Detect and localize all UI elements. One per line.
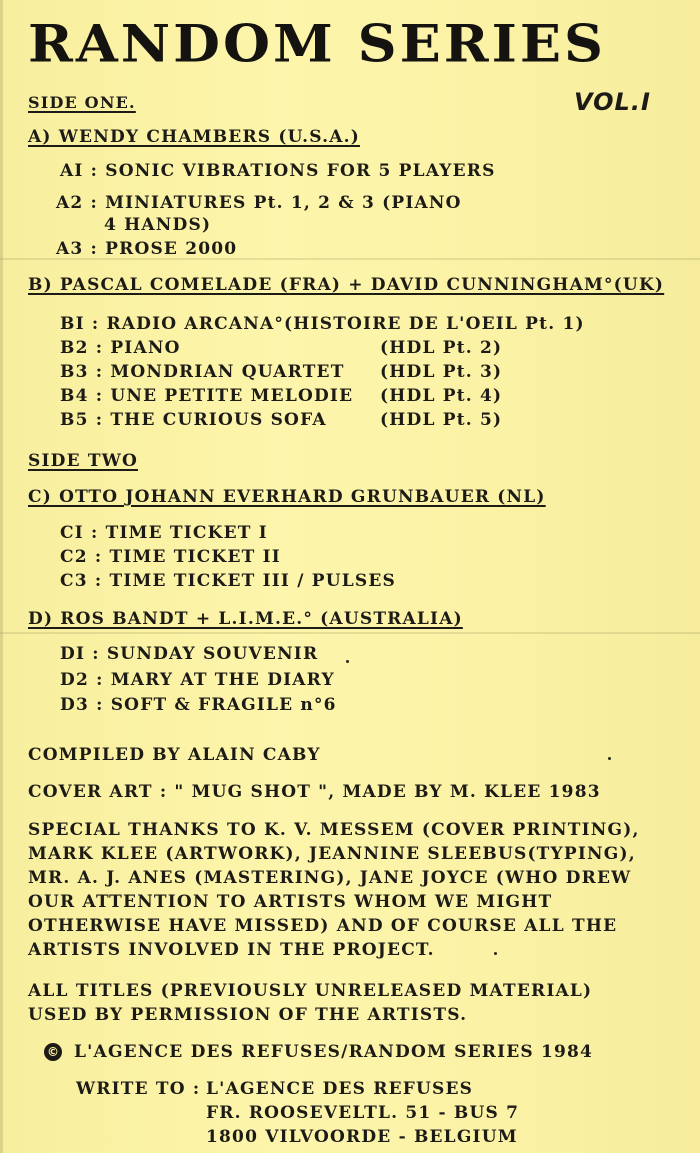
ink-speck [494,952,497,955]
track-title: SUNDAY SOUVENIR [106,644,319,664]
track-c3 [60,570,396,592]
track-a2 [56,192,462,214]
compiled-by: COMPILED BY ALAIN CABY [28,745,321,765]
track-code: D2 : [60,670,104,690]
track-code: BI : [60,314,100,334]
track-d2 [60,669,335,691]
page-title: RANDOM SERIES [28,12,607,74]
fold-line [0,632,700,634]
thanks-line: ARTISTS INVOLVED IN THE PROJECT. [28,940,435,960]
track-d3 [60,694,337,716]
artist-heading-b: B) PASCAL COMELADE (FRA) + DAVID CUNNINGHAM°(UK) [28,275,665,295]
track-b5 [60,409,327,431]
track-b3-note: (HDL Pt. 3) [380,362,503,382]
track-b2-note: (HDL Pt. 2) [380,338,503,358]
track-code: DI : [60,644,100,664]
track-a1 [60,160,496,182]
track-code: CI : [60,523,99,543]
thanks-line: SPECIAL THANKS TO K. V. MESSEM (COVER PRINTING), [28,820,640,840]
copyright-line: L'AGENCE DES REFUSES/RANDOM SERIES 1984 [74,1042,594,1062]
track-title: SONIC VIBRATIONS FOR 5 PLAYERS [105,161,496,181]
track-b4 [60,385,353,407]
thanks-line: OUR ATTENTION TO ARTISTS WHOM WE MIGHT [28,892,553,912]
track-title: SOFT & FRAGILE n°6 [110,695,337,715]
track-b2 [60,337,181,359]
track-title: MARY AT THE DIARY [110,670,335,690]
track-title: RADIO ARCANA°(HISTOIRE DE L'OEIL Pt. 1) [106,314,585,334]
track-c1 [60,522,268,544]
volume-label: VOL.I [574,88,651,116]
track-b1 [60,313,585,335]
track-code: A2 : [56,193,99,213]
ink-speck [346,660,349,663]
artist-heading-text: A) WENDY CHAMBERS (U.S.A.) [28,127,360,147]
address-line: L'AGENCE DES REFUSES [206,1079,474,1099]
copyright-icon: © [44,1043,62,1061]
track-code: B2 : [60,338,104,358]
track-title: PROSE 2000 [105,239,238,259]
track-title: PIANO [110,338,181,358]
paper-edge [0,0,3,1153]
track-code: D3 : [60,695,104,715]
thanks-line: MR. A. J. ANES (MASTERING), JANE JOYCE (WHO DREW [28,868,632,888]
track-title: MINIATURES Pt. 1, 2 & 3 (PIANO [105,193,462,213]
track-code: B4 : [60,386,104,406]
track-d1 [60,643,318,665]
track-title: MONDRIAN QUARTET [110,362,345,382]
artist-heading-c: C) OTTO JOHANN EVERHARD GRUNBAUER (NL) [28,487,546,507]
track-code: B3 : [60,362,104,382]
track-b5-note: (HDL Pt. 5) [380,410,503,430]
write-to-label: WRITE TO : [76,1079,201,1099]
track-a2-continued: 4 HANDS) [104,215,212,235]
track-b4-note: (HDL Pt. 4) [380,386,503,406]
cover-art-credit: COVER ART : " MUG SHOT ", MADE BY M. KLEE 1983 [28,782,601,802]
track-b3 [60,361,345,383]
permission-line: USED BY PERMISSION OF THE ARTISTS. [28,1005,468,1025]
track-code: C3 : [60,571,103,591]
track-code: A3 : [56,239,99,259]
artist-heading-d: D) ROS BANDT + L.I.M.E.° (AUSTRALIA) [28,609,463,629]
track-title: UNE PETITE MELODIE [110,386,354,406]
thanks-line: OTHERWISE HAVE MISSED) AND OF COURSE ALL THE [28,916,618,936]
track-code: AI : [60,161,99,181]
artist-heading-a [28,126,360,148]
track-a3 [56,238,237,260]
track-title: TIME TICKET III / PULSES [109,571,396,591]
address-line: 1800 VILVOORDE - BELGIUM [206,1127,518,1147]
address-line: FR. ROOSEVELTL. 51 - BUS 7 [206,1103,520,1123]
ink-speck [608,757,611,760]
side-one-heading: SIDE ONE. [28,93,136,112]
thanks-line: MARK KLEE (ARTWORK), JEANNINE SLEEBUS(TYPING), [28,844,636,864]
track-title: TIME TICKET I [105,523,268,543]
track-code: C2 : [60,547,103,567]
track-code: B5 : [60,410,104,430]
track-c2 [60,546,281,568]
permission-line: ALL TITLES (PREVIOUSLY UNRELEASED MATERIAL) [28,981,593,1001]
track-title: TIME TICKET II [109,547,281,567]
track-title: THE CURIOUS SOFA [110,410,327,430]
side-two-heading: SIDE TWO [28,451,138,471]
